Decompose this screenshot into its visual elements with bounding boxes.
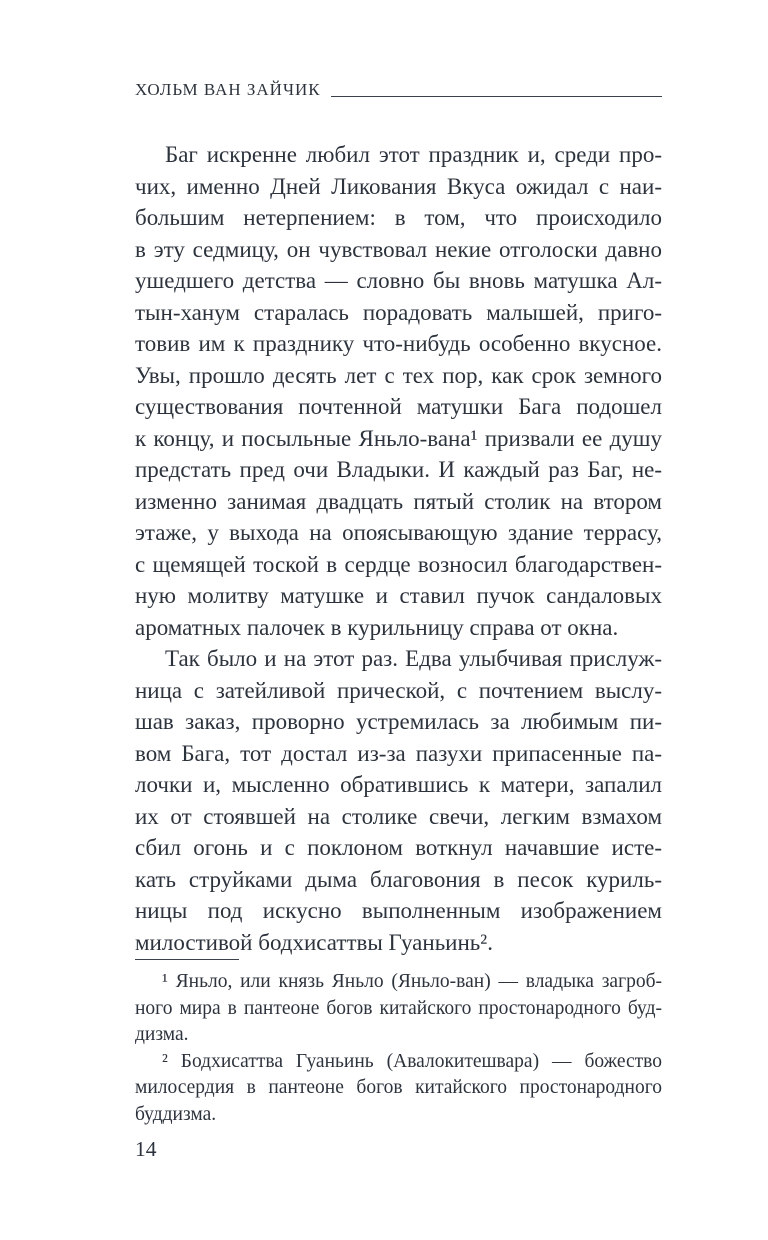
footnote: [135, 969, 662, 1049]
footnote-line: дизма.: [135, 1024, 189, 1045]
text-line: предстать пред очи Владыки. И каждый раз Баг, не-: [135, 457, 662, 482]
text-line: ушедшего детства — словно бы вновь матушка Ал-: [135, 268, 662, 293]
text-line: ароматных палочек в курильницу справа от окна.: [135, 614, 619, 640]
text-line: Увы, прошло десять лет с тех пор, как срок земного: [135, 362, 662, 388]
text-line: шав заказ, проворно устремилась за любимым пи-: [135, 709, 662, 734]
text-line: чих, именно Дней Ликования Вкуса ожидал с наи-: [135, 173, 662, 199]
text-line: лочки и, мысленно обратившись к матери, запалил: [135, 772, 662, 797]
header-rule: [331, 96, 662, 97]
text-line: ную молитву матушке и ставил пучок сандаловых: [135, 583, 662, 608]
text-line: кать струйками дыма благовония в песок куриль-: [135, 866, 662, 892]
text-line: милостивой бодхисаттвы Гуаньинь².: [135, 929, 493, 955]
text-line: тын-ханум старалась порадовать малышей, приго-: [135, 299, 662, 325]
paragraph: [135, 139, 662, 643]
text-line: изменно занимая двадцать пятый столик на втором: [135, 488, 662, 514]
paragraph: [135, 643, 662, 958]
text-line: к концу, и посыльные Яньло-вана¹ призвали ее душу: [135, 425, 662, 451]
footnote-line: буддизма.: [135, 1103, 217, 1125]
running-header-author: ХОЛЬМ ВАН ЗАЙЧИК: [135, 80, 321, 99]
page-number: 14: [135, 1137, 157, 1161]
text-line: сбил огонь и с поклоном воткнул начавшие исте-: [135, 835, 662, 860]
running-header: [135, 78, 662, 100]
text-line: Так было и на этот раз. Едва улыбчивая прислуж-: [165, 646, 662, 671]
footnotes-block: [135, 959, 662, 1128]
text-line: ницы под искусно выполненным изображением: [135, 898, 662, 923]
footnote-line: ² Бодхисаттва Гуаньинь (Авалокитешвара) — божество: [162, 1050, 662, 1072]
page-content: [135, 78, 662, 1162]
footnote-line: ¹ Яньло, или князь Яньло (Яньло-ван) — владыка загроб-: [162, 971, 662, 992]
text-line: вом Бага, тот достал из-за пазухи припасенные па-: [135, 740, 662, 766]
footnote-line: милосердия в пантеоне богов китайского простонародного: [135, 1077, 662, 1098]
footnote-separator: [135, 959, 239, 960]
text-line: их от стоявшей на столике свечи, легким взмахом: [135, 803, 662, 829]
text-line: ница с затейливой прической, с почтением выслу-: [135, 677, 662, 703]
text-line: с щемящей тоской в сердце возносил благодарствен-: [135, 551, 662, 577]
footnote-line: ного мира в пантеоне богов китайского простонародного буд-: [135, 997, 662, 1019]
text-line: товив им к празднику что-нибудь особенно вкусное.: [135, 331, 662, 356]
footnote: [135, 1049, 662, 1129]
text-line: большим нетерпением: в том, что происходило: [135, 205, 662, 230]
text-line: существования почтенной матушки Бага подошел: [135, 394, 662, 419]
text-line: Баг искренне любил этот праздник и, среди про-: [165, 142, 662, 167]
body-text: [135, 139, 662, 958]
text-line: этаже, у выхода на опоясывающую здание террасу,: [135, 520, 662, 545]
text-line: в эту седмицу, он чувствовал некие отголоски давно: [135, 236, 662, 262]
